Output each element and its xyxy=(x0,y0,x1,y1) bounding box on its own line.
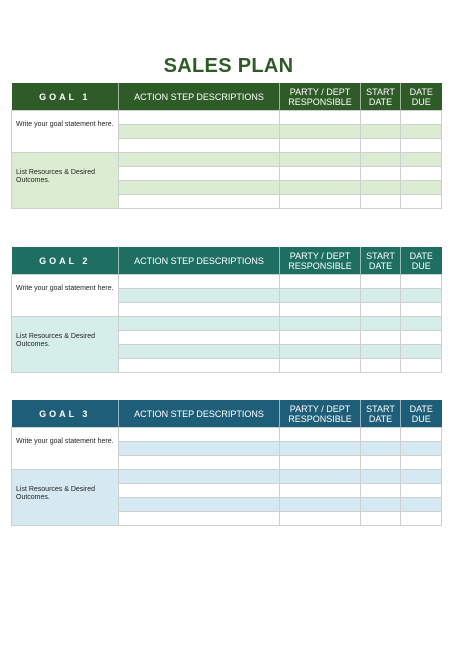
page-title: SALES PLAN xyxy=(163,55,294,77)
due-header: DATE DUE xyxy=(401,400,442,428)
start-date-cell[interactable] xyxy=(361,139,401,153)
action-cell[interactable] xyxy=(119,442,280,456)
action-cell[interactable] xyxy=(119,275,280,289)
party-cell[interactable] xyxy=(280,456,361,470)
action-cell[interactable] xyxy=(119,498,280,512)
party-cell[interactable] xyxy=(280,317,361,331)
goal-statement-cell[interactable]: Write your goal statement here. xyxy=(12,275,119,317)
start-date-cell[interactable] xyxy=(361,167,401,181)
start-date-cell[interactable] xyxy=(361,275,401,289)
due-date-cell[interactable] xyxy=(401,167,442,181)
goal-statement-cell[interactable]: Write your goal statement here. xyxy=(12,111,119,153)
start-date-cell[interactable] xyxy=(361,512,401,526)
action-cell[interactable] xyxy=(119,428,280,442)
goal-statement-cell[interactable]: Write your goal statement here. xyxy=(12,428,119,470)
goal-header-row xyxy=(12,247,442,275)
due-date-cell[interactable] xyxy=(401,153,442,167)
party-header: PARTY / DEPT RESPONSIBLE xyxy=(280,400,361,428)
start-date-cell[interactable] xyxy=(361,181,401,195)
action-cell[interactable] xyxy=(119,359,280,373)
party-header: PARTY / DEPT RESPONSIBLE xyxy=(280,83,361,111)
party-header: PARTY / DEPT RESPONSIBLE xyxy=(280,247,361,275)
goal-header-row xyxy=(12,83,442,111)
action-header: ACTION STEP DESCRIPTIONS xyxy=(119,83,280,111)
party-cell[interactable] xyxy=(280,111,361,125)
start-date-cell[interactable] xyxy=(361,289,401,303)
action-cell[interactable] xyxy=(119,470,280,484)
due-date-cell[interactable] xyxy=(401,331,442,345)
action-cell[interactable] xyxy=(119,331,280,345)
party-cell[interactable] xyxy=(280,331,361,345)
action-cell[interactable] xyxy=(119,512,280,526)
due-date-cell[interactable] xyxy=(401,484,442,498)
action-cell[interactable] xyxy=(119,139,280,153)
action-cell[interactable] xyxy=(119,153,280,167)
party-cell[interactable] xyxy=(280,125,361,139)
goal-label: GOAL 3 xyxy=(12,400,119,428)
start-header: START DATE xyxy=(361,83,401,111)
resources-cell[interactable]: List Resources & Desired Outcomes. xyxy=(12,153,119,209)
action-cell[interactable] xyxy=(119,111,280,125)
party-cell[interactable] xyxy=(280,512,361,526)
start-date-cell[interactable] xyxy=(361,484,401,498)
start-date-cell[interactable] xyxy=(361,428,401,442)
action-header: ACTION STEP DESCRIPTIONS xyxy=(119,400,280,428)
start-date-cell[interactable] xyxy=(361,359,401,373)
due-date-cell[interactable] xyxy=(401,111,442,125)
table-row xyxy=(12,275,442,289)
party-cell[interactable] xyxy=(280,470,361,484)
action-cell[interactable] xyxy=(119,317,280,331)
start-header: START DATE xyxy=(361,400,401,428)
party-cell[interactable] xyxy=(280,484,361,498)
due-date-cell[interactable] xyxy=(401,303,442,317)
party-cell[interactable] xyxy=(280,289,361,303)
party-cell[interactable] xyxy=(280,428,361,442)
table-row xyxy=(12,153,442,167)
start-date-cell[interactable] xyxy=(361,456,401,470)
action-cell[interactable] xyxy=(119,456,280,470)
party-cell[interactable] xyxy=(280,303,361,317)
start-date-cell[interactable] xyxy=(361,111,401,125)
action-cell[interactable] xyxy=(119,289,280,303)
table-row xyxy=(12,428,442,442)
start-date-cell[interactable] xyxy=(361,331,401,345)
due-date-cell[interactable] xyxy=(401,289,442,303)
party-cell[interactable] xyxy=(280,498,361,512)
due-date-cell[interactable] xyxy=(401,317,442,331)
start-date-cell[interactable] xyxy=(361,345,401,359)
resources-cell[interactable]: List Resources & Desired Outcomes. xyxy=(12,317,119,373)
party-cell[interactable] xyxy=(280,181,361,195)
action-header: ACTION STEP DESCRIPTIONS xyxy=(119,247,280,275)
resources-cell[interactable]: List Resources & Desired Outcomes. xyxy=(12,470,119,526)
party-cell[interactable] xyxy=(280,442,361,456)
start-date-cell[interactable] xyxy=(361,442,401,456)
goal-table-1 xyxy=(11,83,442,209)
due-date-cell[interactable] xyxy=(401,456,442,470)
due-date-cell[interactable] xyxy=(401,125,442,139)
due-date-cell[interactable] xyxy=(401,181,442,195)
start-date-cell[interactable] xyxy=(361,317,401,331)
start-date-cell[interactable] xyxy=(361,195,401,209)
due-header: DATE DUE xyxy=(401,83,442,111)
start-date-cell[interactable] xyxy=(361,498,401,512)
table-row xyxy=(12,111,442,125)
due-date-cell[interactable] xyxy=(401,359,442,373)
party-cell[interactable] xyxy=(280,345,361,359)
due-date-cell[interactable] xyxy=(401,498,442,512)
party-cell[interactable] xyxy=(280,167,361,181)
due-date-cell[interactable] xyxy=(401,512,442,526)
due-date-cell[interactable] xyxy=(401,139,442,153)
due-date-cell[interactable] xyxy=(401,345,442,359)
action-cell[interactable] xyxy=(119,181,280,195)
start-date-cell[interactable] xyxy=(361,153,401,167)
due-date-cell[interactable] xyxy=(401,428,442,442)
due-date-cell[interactable] xyxy=(401,470,442,484)
party-cell[interactable] xyxy=(280,275,361,289)
party-cell[interactable] xyxy=(280,139,361,153)
action-cell[interactable] xyxy=(119,195,280,209)
due-date-cell[interactable] xyxy=(401,275,442,289)
party-cell[interactable] xyxy=(280,195,361,209)
action-cell[interactable] xyxy=(119,125,280,139)
goal-label: GOAL 2 xyxy=(12,247,119,275)
action-cell[interactable] xyxy=(119,484,280,498)
start-date-cell[interactable] xyxy=(361,470,401,484)
goal-table-2 xyxy=(11,247,442,373)
table-row xyxy=(12,470,442,484)
start-header: START DATE xyxy=(361,247,401,275)
table-row xyxy=(12,317,442,331)
due-header: DATE DUE xyxy=(401,247,442,275)
action-cell[interactable] xyxy=(119,167,280,181)
goal-label: GOAL 1 xyxy=(12,83,119,111)
party-cell[interactable] xyxy=(280,359,361,373)
action-cell[interactable] xyxy=(119,303,280,317)
action-cell[interactable] xyxy=(119,345,280,359)
goal-table-3 xyxy=(11,400,442,526)
start-date-cell[interactable] xyxy=(361,303,401,317)
goal-header-row xyxy=(12,400,442,428)
due-date-cell[interactable] xyxy=(401,195,442,209)
start-date-cell[interactable] xyxy=(361,125,401,139)
party-cell[interactable] xyxy=(280,153,361,167)
due-date-cell[interactable] xyxy=(401,442,442,456)
